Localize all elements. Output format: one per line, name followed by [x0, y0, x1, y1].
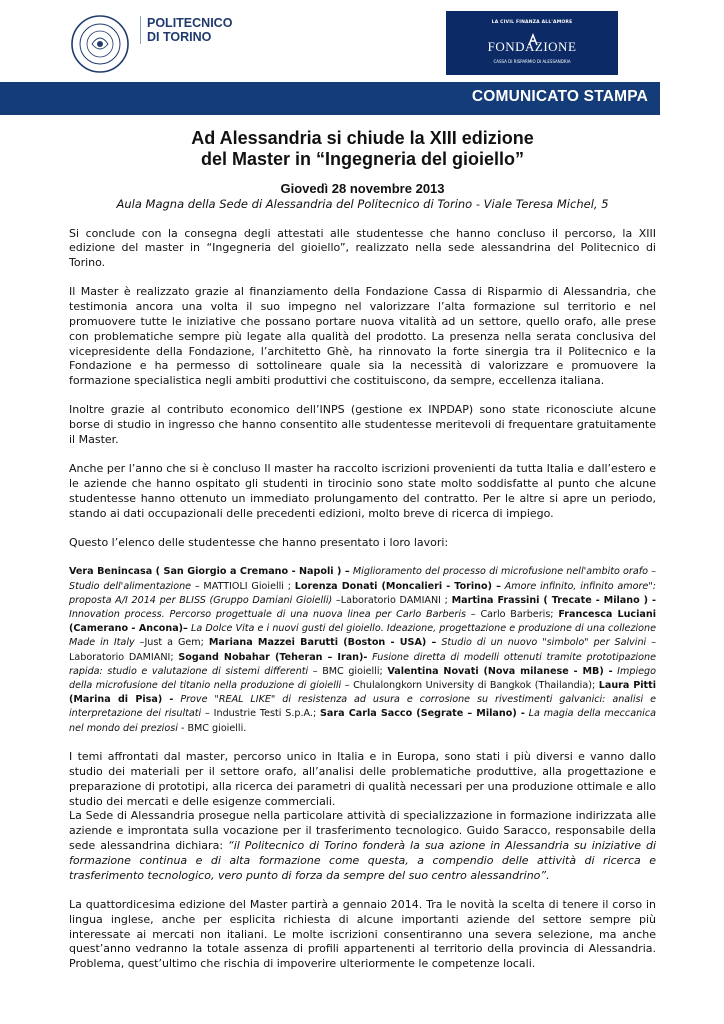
banner-title: COMUNICATO STAMPA: [471, 88, 648, 105]
student-work-title: Studio di un nuovo "simbolo" per Salvini: [436, 637, 647, 649]
fondazione-mark-icon: [526, 33, 540, 47]
polito-logo-text: [140, 16, 232, 44]
fondazione-subtitle: CASSA DI RISPARMIO DI ALESSANDRIA: [493, 59, 571, 64]
event-venue: Aula Magna della Sede di Alessandria del Politecnico di Torino - Viale Teresa Michel, 5: [116, 197, 609, 211]
fondazione-top-text: LA CIVIL FINANZA ALL'AMORE: [491, 20, 573, 25]
student-company: – BMC gioielli;: [308, 665, 388, 677]
document-title: [69, 128, 656, 169]
press-release-banner: [0, 82, 660, 115]
student-name: Francesca Luciani (Camerano - Ancona)–: [69, 608, 657, 635]
event-date: Giovedì 28 novembre 2013: [280, 181, 445, 196]
student-work-title: Amore infinito, infinito amore": proposta A/I 2014 per BLISS (Gruppo Damiani Gioielli): [69, 580, 656, 606]
student-work-title: La magia della meccanica nel mondo dei preziosi: [69, 708, 656, 734]
student-list: [69, 565, 656, 735]
student-name: Laura Pitti (Marina di Pisa) -: [69, 679, 656, 706]
student-work-title: Fusione diretta di modelli ottenuti tramite prototipazione rapida: studio e valutazione di sistemi differenti: [69, 651, 657, 677]
title-line1: Ad Alessandria si chiude la XIII edizione: [191, 128, 534, 148]
paragraph-3: Inoltre grazie al contributo economico dell’INPS (gestione ex INPDAP) sono state riconosciute alcune borse di studio in ingresso che hanno consentito alle studentesse meritevoli di frequentare gratuitamente il Master.: [69, 403, 656, 447]
student-name: Martina Frassini ( Trecate - Milano ) -: [451, 594, 656, 606]
paragraph-7: La quattordicesima edizione del Master partirà a gennaio 2014. Tra le novità la scelta di tenere il corso in lingua inglese, anche per esplicita richiesta di alcune importanti aziende del settore sempre più interessate ai mercati non italiani. Le molte iscrizioni consentiranno una severa selezione, ma anche quest’anno vedranno la totale assenza di profili appartenenti al territorio della provincia di Alessandria. Problema, quest’ultimo che rischia di impoverire ulteriormente le competenze locali.: [69, 897, 656, 971]
student-company: – MATTIOLI Gioielli ;: [191, 580, 295, 592]
paragraph-5: I temi affrontati dal master, percorso unico in Italia e in Europa, sono stati i più diversi e vanno dallo studio dei materiali per il settore orafo, all’analisi delle problematiche produttive, alla progettazione e preparazione di prototipi, alla ricerca dei parametri di qualità necessari per una produzione ottimale e allo studio dei mercati e delle esigenze commerciali.: [69, 750, 656, 808]
paragraph-2: Il Master è realizzato grazie al finanziamento della Fondazione Cassa di Risparmio di Alessandria, che testimonia ancora una volta il suo impegno nel valorizzare l’alta formazione sul territorio e nel promuovere tutte le iniziative che possano portare nuova vitalità ad un settore, quello orafo, alle prese con problematiche sempre più legate alla qualità del prodotto. La presenza nella serata conclusiva del vicepresidente della Fondazione, l’architetto Ghè, ha rinnovato la forte sinergia tra il Politecnico e la Fondazione e ha permesso di sottolineare quale sia la necessità di valorizzare e promuovere la formazione specialistica negli ambiti produttivi che costituiscono, da sempre, eccellenza italiana.: [69, 285, 656, 388]
student-company: - BMC gioielli.: [177, 722, 247, 734]
student-company: –Just a Gem;: [134, 637, 209, 649]
student-name: Lorenza Donati (Moncalieri - Torino) –: [294, 580, 501, 592]
student-name: Vera Benincasa ( San Giorgio a Cremano - Napoli ) –: [69, 566, 350, 578]
title-line2: del Master in “Ingegneria del gioiello”: [200, 148, 525, 169]
student-company: – Carlo Barberis;: [466, 608, 559, 620]
student-name: Sara Carla Sacco (Segrate – Milano) -: [320, 708, 525, 720]
student-work-title: Impiego della microfusione del titanio nella produzione di gioielli: [69, 665, 656, 691]
fondazione-name: FONDAZIONE: [487, 39, 577, 54]
paragraph-6: [69, 809, 656, 883]
document-body: [69, 122, 656, 972]
student-company: – Industrie Testi S.p.A.;: [201, 708, 321, 720]
student-company: – Chulalongkorn University di Bangkok (Thailandia);: [341, 679, 599, 691]
student-work-title: Innovation process. Percorso progettuale di una nuova linea per Carlo Barberis: [69, 608, 467, 620]
student-work-title: La Dolce Vita e i nuovi gusti del gioiello. Ideazione, progettazione e produzione di una collezione Made in Italy: [69, 623, 656, 649]
student-work-title: Prove "REAL LIKE" di resistenza ad usura e corrosione su rivestimenti galvanici: analisi e interpretazione dei risultati: [69, 694, 656, 720]
fondazione-logo: [446, 11, 618, 75]
student-name: Sogand Nobahar (Teheran – Iran)-: [178, 651, 368, 663]
paragraph-1: Si conclude con la consegna degli attestati alle studentesse che hanno concluso il percorso, la XIII edizione del master in “Ingegneria del gioiello”, realizzato nella sede alessandrina del Politecnico di Torino.: [69, 226, 656, 270]
list-intro: Questo l’elenco delle studentesse che hanno presentato i loro lavori:: [69, 536, 449, 550]
polito-seal-icon: [70, 14, 130, 74]
student-name: Mariana Mazzei Barutti (Boston - USA) –: [208, 637, 437, 649]
student-company: – Laboratorio DAMIANI;: [69, 637, 656, 663]
page-header: [0, 0, 724, 118]
student-company: –Laboratorio DAMIANI ;: [332, 594, 452, 606]
polito-name-line1: POLITECNICO: [147, 16, 233, 30]
paragraph-6-text: La Sede di Alessandria prosegue nella particolare attività di specializzazione in formazione indirizzata alle aziende e improntata sulla vocazione per il trasferimento tecnologico. Guido Saracco, responsabile della sede alessandrina dichiara:: [69, 809, 656, 853]
paragraph-4: Anche per l’anno che si è concluso Il master ha raccolto iscrizioni provenienti da tutta Italia e dall’estero e le aziende che hanno ospitato gli studenti in tirocinio sono state molto soddisfatte al punto che alcune studentesse hanno ottenuto un immediato prolungamento del contratto. Per le altre si apre un periodo, stando ai dati occupazionali delle precedenti edizioni, molto breve di ricerca di impiego.: [69, 462, 656, 520]
saracco-quote: “il Politecnico di Torino fonderà la sua azione in Alessandria su iniziative di formazione continua e di alta formazione come questa, a compendio delle attività di ricerca e trasferimento tecnologico, vero punto di forza da sempre del suo centro alessandrino”.: [69, 839, 657, 882]
student-work-title: Miglioramento del processo di microfusione nell'ambito orafo – Studio dell'alimentazione: [69, 566, 656, 592]
student-name: Valentina Novati (Nova milanese - MB) -: [387, 665, 613, 677]
polito-name-line2: DI TORINO: [147, 30, 212, 44]
